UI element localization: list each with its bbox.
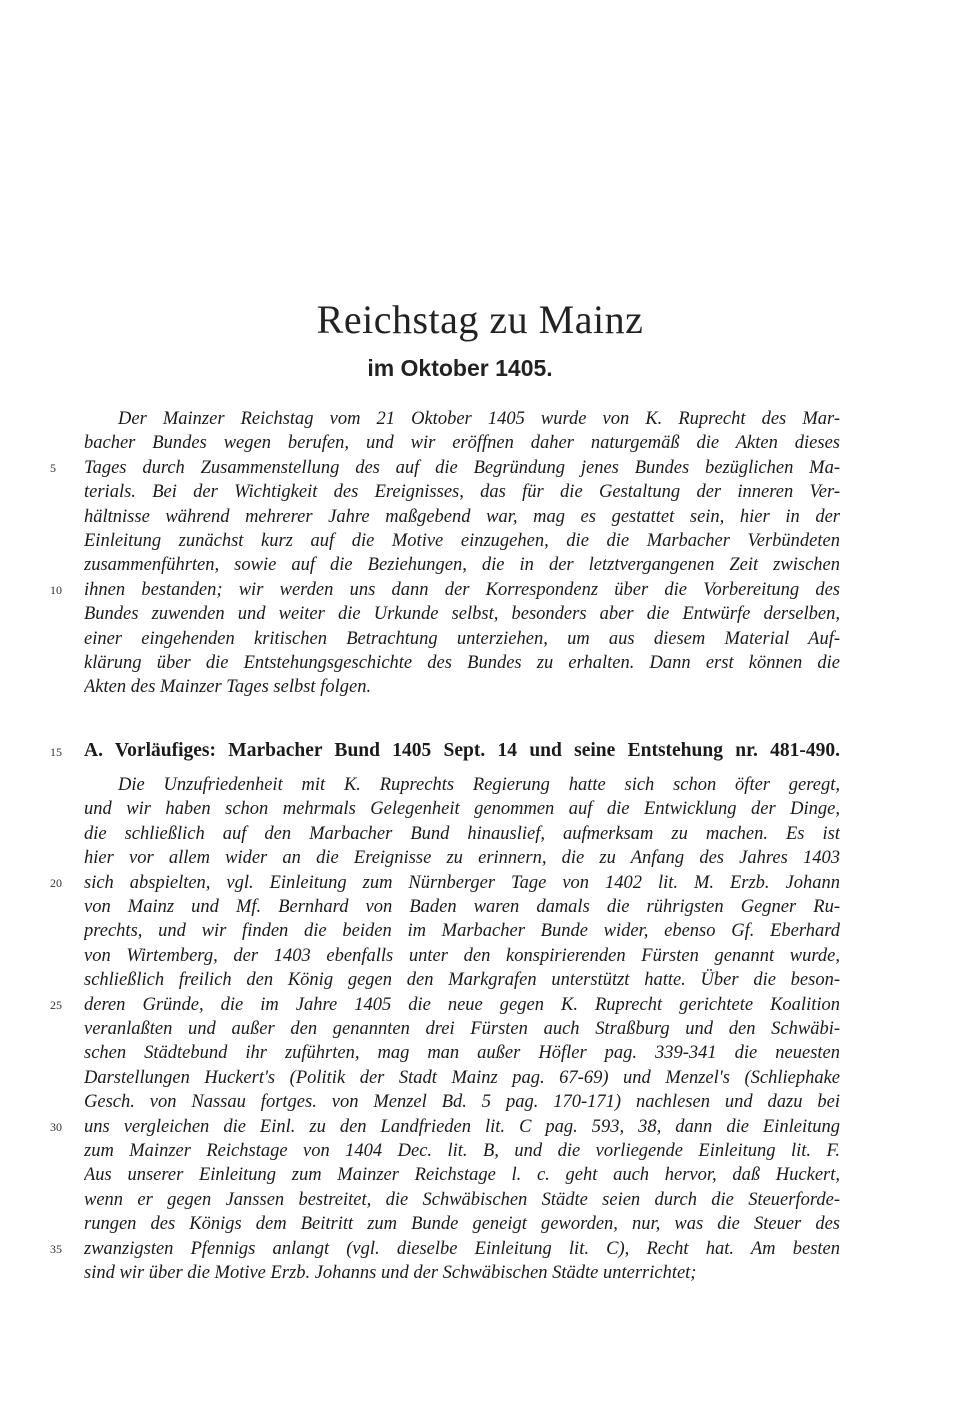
text-line: Einleitung zunächst kurz auf die Motive einzugehen, die die Marbacher Verbündeten xyxy=(84,531,840,551)
text-line: prechts, und wir finden die beiden im Marbacher Bunde wider, ebenso Gf. Eberhard xyxy=(84,921,840,942)
text-line: hältnisse während mehrerer Jahre maßgebend war, mag es gestattet sein, hier in der xyxy=(84,506,840,527)
line-number: 15 xyxy=(50,745,62,759)
text-line: die schließlich auf den Marbacher Bund hinauslief, aufmerksam zu machen. Es ist xyxy=(84,823,840,844)
page-subtitle: im Oktober 1405. xyxy=(367,355,553,381)
text-line: uns vergleichen die Einl. zu den Landfrieden lit. C pag. 593, 38, dann die Einleitung xyxy=(84,1116,840,1137)
line-number: 30 xyxy=(50,1120,62,1134)
text-line: veranlaßten und außer den genannten drei Fürsten auch Straßburg und den Schwäbi- xyxy=(84,1019,840,1039)
text-line: sich abspielten, vgl. Einleitung zum Nürnberger Tage von 1402 lit. M. Erzb. Johann xyxy=(84,872,840,893)
text-line: klärung über die Entstehungsgeschichte des Bundes zu erhalten. Dann erst können die xyxy=(84,653,840,673)
line-number: 10 xyxy=(50,583,62,597)
text-line: zwanzigsten Pfennigs anlangt (vgl. dieselbe Einleitung lit. C), Recht hat. Am besten xyxy=(84,1238,840,1259)
text-line: deren Gründe, die im Jahre 1405 die neue gegen K. Ruprecht gerichtete Koalition xyxy=(84,994,840,1015)
line-number: 20 xyxy=(50,876,62,890)
text-line: sind wir über die Motive Erzb. Johanns und der Schwäbischen Städte unterrichtet; xyxy=(84,1263,697,1283)
line-number: 25 xyxy=(50,998,62,1012)
text-line: Bundes zuwenden und weiter die Urkunde selbst, besonders aber die Entwürfe derselben, xyxy=(84,604,840,625)
text-line: Aus unserer Einleitung zum Mainzer Reichstage l. c. geht auch hervor, daß Huckert, xyxy=(84,1165,840,1186)
text-line: hier vor allem wider an die Ereignisse zu erinnern, die zu Anfang des Jahres 1403 xyxy=(84,848,840,869)
text-line: von Wirtemberg, der 1403 ebenfalls unter den konspirierenden Fürsten genannt wurde, xyxy=(84,945,840,966)
text-line: von Mainz und Mf. Bernhard von Baden waren damals die rührigsten Gegner Ru- xyxy=(84,897,840,917)
text-line: zusammenführten, sowie auf die Beziehungen, die in der letztvergangenen Zeit zwischen xyxy=(84,555,840,576)
text-line: Darstellungen Huckert's (Politik der Stadt Mainz pag. 67-69) und Menzel's (Schliephake xyxy=(84,1067,840,1088)
text-line: ihnen bestanden; wir werden uns dann der Korrespondenz über die Vorbereitung des xyxy=(84,579,840,600)
text-line: bacher Bundes wegen berufen, und wir eröffnen daher naturgemäß die Akten dieses xyxy=(84,433,840,454)
text-line: wenn er gegen Janssen bestreitet, die Schwäbischen Städte seien durch die Steuerforde- xyxy=(84,1189,840,1210)
page-title: Reichstag zu Mainz xyxy=(316,297,644,342)
line-number: 5 xyxy=(50,461,56,475)
text-line: Die Unzufriedenheit mit K. Ruprechts Regierung hatte sich schon öfter geregt, xyxy=(118,775,840,795)
text-line: Tages durch Zusammenstellung des auf die Begründung jenes Bundes bezüglichen Ma- xyxy=(84,457,840,478)
text-line: und wir haben schon mehrmals Gelegenheit genommen auf die Entwicklung der Dinge, xyxy=(84,799,840,820)
section-heading: A. Vorläufiges: Marbacher Bund 1405 Sept. 14 und seine Entstehung nr. 481-490. xyxy=(84,740,840,761)
text-line: einer eingehenden kritischen Betrachtung unterziehen, um aus diesem Material Auf- xyxy=(84,628,840,649)
text-line: Akten des Mainzer Tages selbst folgen. xyxy=(84,677,372,698)
text-line: terials. Bei der Wichtigkeit des Ereignisses, das für die Gestaltung der inneren Ver- xyxy=(84,482,840,503)
text-line: schließlich freilich den König gegen den Markgrafen unterstützt hatte. Über die beson- xyxy=(84,970,840,991)
text-line: zum Mainzer Reichstage von 1404 Dec. lit. B, und die vorliegende Einleitung lit. F. xyxy=(84,1141,840,1161)
text-line: rungen des Königs dem Beitritt zum Bunde geneigt geworden, nur, was die Steuer des xyxy=(84,1214,840,1235)
line-number: 35 xyxy=(50,1242,62,1256)
text-line: Gesch. von Nassau fortges. von Menzel Bd. 5 pag. 170-171) nachlesen und dazu bei xyxy=(84,1092,840,1113)
text-line: schen Städtebund ihr zuführten, mag man außer Höfler pag. 339-341 die neuesten xyxy=(84,1043,840,1064)
text-line: Der Mainzer Reichstag vom 21 Oktober 1405 wurde von K. Ruprecht des Mar- xyxy=(118,409,840,429)
